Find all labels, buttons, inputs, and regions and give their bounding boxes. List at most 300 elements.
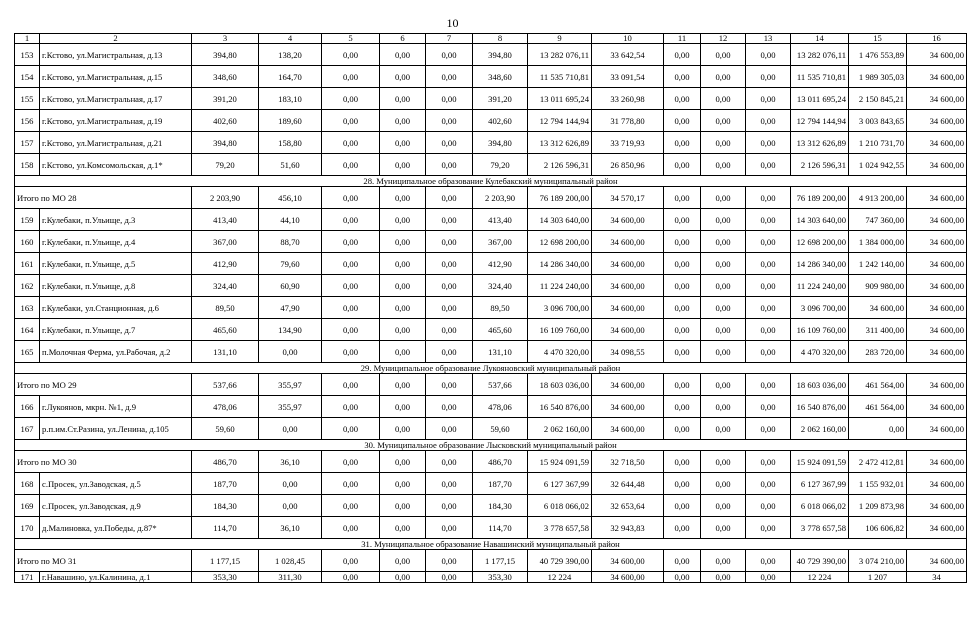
address-cell: г.Кулебаки, п.Ульище, д.5 [40,253,192,275]
table-cell: 34 [907,572,967,583]
table-cell: 4 470 320,00 [528,341,592,363]
table-cell: 13 312 626,89 [791,132,849,154]
table-cell: 0,00 [322,572,380,583]
table-cell: 0,00 [746,451,791,473]
table-cell: 26 850,96 [592,154,664,176]
table-cell: 33 642,54 [592,44,664,66]
table-cell: 16 540 876,00 [528,396,592,418]
row-number-cell: 159 [15,209,40,231]
table-row [15,275,967,297]
address-cell: г.Кстово, ул.Магистральная, д.21 [40,132,192,154]
table-row [15,495,967,517]
table-cell: 34 098,55 [592,341,664,363]
table-cell: 40 729 390,00 [791,550,849,572]
row-number-cell: 160 [15,231,40,253]
address-cell: г.Кстово, ул.Магистральная, д.17 [40,88,192,110]
section-title: 29. Муниципальное образование Лукояновский муниципальный район [15,363,967,374]
row-number-cell: 167 [15,418,40,440]
table-cell: 0,00 [746,473,791,495]
column-number-cell: 11 [664,34,701,44]
table-cell: 0,00 [664,132,701,154]
table-cell: 89,50 [473,297,528,319]
table-cell: 0,00 [701,187,746,209]
column-number-cell: 9 [528,34,592,44]
table-cell: 0,00 [746,374,791,396]
table-cell: 0,00 [380,110,426,132]
table-cell: 1 242 140,00 [849,253,907,275]
table-row [15,319,967,341]
table-cell: 0,00 [322,231,380,253]
table-cell: 0,00 [380,154,426,176]
table-cell: 34 600,00 [907,110,967,132]
table-cell: 0,00 [426,275,473,297]
table-cell: 0,00 [701,110,746,132]
row-number-cell: 157 [15,132,40,154]
table-cell: 36,10 [259,451,322,473]
table-cell: 31 778,80 [592,110,664,132]
table-cell: 3 003 843,65 [849,110,907,132]
table-cell: 0,00 [746,132,791,154]
table-cell: 486,70 [473,451,528,473]
column-number-cell: 14 [791,34,849,44]
table-cell: 189,60 [259,110,322,132]
table-cell: 0,00 [322,341,380,363]
section-header-row [15,176,967,187]
table-cell: 2 062 160,00 [528,418,592,440]
table-cell: 0,00 [664,517,701,539]
table-cell: 2 126 596,31 [528,154,592,176]
table-cell: 47,90 [259,297,322,319]
row-number-cell: 156 [15,110,40,132]
table-cell: 747 360,00 [849,209,907,231]
table-row [15,231,967,253]
table-cell: 391,20 [473,88,528,110]
table-cell: 0,00 [426,396,473,418]
table-cell: 12 794 144,94 [528,110,592,132]
table-cell: 0,00 [380,66,426,88]
table-cell: 1 476 553,89 [849,44,907,66]
table-cell: 0,00 [426,66,473,88]
table-cell: 34 600,00 [907,44,967,66]
table-cell: 11 535 710,81 [528,66,592,88]
table-cell: 0,00 [322,297,380,319]
row-number-cell: 170 [15,517,40,539]
table-cell: 15 924 091,59 [528,451,592,473]
table-cell: 0,00 [380,209,426,231]
table-cell: 3 074 210,00 [849,550,907,572]
table-cell: 0,00 [322,275,380,297]
table-cell: 0,00 [259,495,322,517]
table-cell: 13 312 626,89 [528,132,592,154]
table-cell: 283 720,00 [849,341,907,363]
section-title: 31. Муниципальное образование Навашинский муниципальный район [15,539,967,550]
table-cell: 0,00 [259,341,322,363]
column-number-cell: 4 [259,34,322,44]
table-cell: 15 924 091,59 [791,451,849,473]
table-cell: 13 011 695,24 [528,88,592,110]
column-number-cell: 5 [322,34,380,44]
table-cell: 0,00 [426,341,473,363]
table-cell: 0,00 [701,319,746,341]
table-cell: 14 303 640,00 [791,209,849,231]
table-cell: 0,00 [322,44,380,66]
table-cell: 478,06 [473,396,528,418]
table-row [15,473,967,495]
table-cell: 14 286 340,00 [528,253,592,275]
table-cell: 348,60 [473,66,528,88]
table-cell: 0,00 [426,88,473,110]
table-cell: 33 091,54 [592,66,664,88]
table-cell: 3 778 657,58 [528,517,592,539]
table-cell: 88,70 [259,231,322,253]
column-number-cell: 2 [40,34,192,44]
table-cell: 32 653,64 [592,495,664,517]
table-cell: 2 062 160,00 [791,418,849,440]
table-cell: 0,00 [426,44,473,66]
register-table [14,33,967,583]
total-label: Итого по МО 30 [15,451,192,473]
total-row [15,374,967,396]
table-cell: 402,60 [192,110,259,132]
table-cell: 114,70 [473,517,528,539]
table-cell: 0,00 [664,209,701,231]
address-cell: г.Кулебаки, п.Ульище, д.4 [40,231,192,253]
table-cell: 34 600,00 [592,231,664,253]
column-number-cell: 8 [473,34,528,44]
table-cell: 0,00 [746,88,791,110]
table-cell: 1 384 000,00 [849,231,907,253]
table-cell: 1 209 873,98 [849,495,907,517]
table-cell: 0,00 [322,473,380,495]
table-cell: 0,00 [664,550,701,572]
table-cell: 32 644,48 [592,473,664,495]
total-row [15,451,967,473]
table-row [15,154,967,176]
table-cell: 1 024 942,55 [849,154,907,176]
table-cell: 12 224 [528,572,592,583]
table-cell: 0,00 [664,66,701,88]
row-number-cell: 164 [15,319,40,341]
column-number-cell: 15 [849,34,907,44]
total-label: Итого по МО 29 [15,374,192,396]
table-cell: 158,80 [259,132,322,154]
table-cell: 34 600,00 [592,253,664,275]
table-cell: 0,00 [322,451,380,473]
table-cell: 412,90 [473,253,528,275]
table-cell: 34 600,00 [907,473,967,495]
table-cell: 0,00 [322,66,380,88]
table-cell: 0,00 [701,154,746,176]
table-cell: 1 028,45 [259,550,322,572]
table-cell: 0,00 [259,418,322,440]
table-cell: 106 606,82 [849,517,907,539]
table-cell: 0,00 [701,341,746,363]
table-cell: 34 600,00 [849,297,907,319]
table-cell: 12 224 [791,572,849,583]
table-cell: 59,60 [473,418,528,440]
table-row [15,341,967,363]
table-cell: 0,00 [322,550,380,572]
table-cell: 1 155 932,01 [849,473,907,495]
row-number-cell: 155 [15,88,40,110]
table-cell: 164,70 [259,66,322,88]
table-cell: 465,60 [192,319,259,341]
table-cell: 0,00 [701,418,746,440]
table-cell: 36,10 [259,517,322,539]
table-cell: 34 600,00 [907,396,967,418]
table-cell: 0,00 [322,374,380,396]
row-number-cell: 154 [15,66,40,88]
table-cell: 0,00 [746,341,791,363]
table-cell: 0,00 [664,187,701,209]
table-cell: 2 203,90 [192,187,259,209]
address-cell: г.Лукоянов, мкрн. №1, д.9 [40,396,192,418]
table-cell: 0,00 [322,154,380,176]
table-cell: 34 600,00 [907,451,967,473]
table-cell: 4 913 200,00 [849,187,907,209]
table-cell: 114,70 [192,517,259,539]
table-cell: 0,00 [664,231,701,253]
row-number-cell: 171 [15,572,40,583]
column-number-cell: 7 [426,34,473,44]
table-cell: 44,10 [259,209,322,231]
table-cell: 34 600,00 [592,297,664,319]
table-cell: 138,20 [259,44,322,66]
table-cell: 0,00 [701,132,746,154]
table-cell: 0,00 [746,154,791,176]
table-cell: 14 303 640,00 [528,209,592,231]
table-cell: 0,00 [380,495,426,517]
table-cell: 0,00 [426,297,473,319]
table-cell: 461 564,00 [849,374,907,396]
total-row [15,550,967,572]
total-label: Итого по МО 31 [15,550,192,572]
table-cell: 34 600,00 [907,132,967,154]
section-header-row [15,539,967,550]
table-cell: 0,00 [380,319,426,341]
table-cell: 89,50 [192,297,259,319]
address-cell: г.Кстово, ул.Магистральная, д.15 [40,66,192,88]
table-cell: 0,00 [746,275,791,297]
table-cell: 0,00 [746,231,791,253]
table-cell: 34 600,00 [907,297,967,319]
table-cell: 18 603 036,00 [528,374,592,396]
table-cell: 16 109 760,00 [791,319,849,341]
table-row [15,253,967,275]
section-header-row [15,363,967,374]
table-cell: 3 096 700,00 [528,297,592,319]
row-number-cell: 165 [15,341,40,363]
table-cell: 14 286 340,00 [791,253,849,275]
table-cell: 0,00 [664,110,701,132]
table-cell: 4 470 320,00 [791,341,849,363]
table-cell: 0,00 [701,396,746,418]
table-cell: 0,00 [664,275,701,297]
table-cell: 0,00 [380,341,426,363]
table-cell: 6 018 066,02 [791,495,849,517]
table-cell: 32 718,50 [592,451,664,473]
table-body [15,34,967,583]
table-cell: 909 980,00 [849,275,907,297]
table-cell: 0,00 [426,209,473,231]
table-cell: 0,00 [426,572,473,583]
table-cell: 311,30 [259,572,322,583]
address-cell: п.Молочная Ферма, ул.Рабочая, д.2 [40,341,192,363]
table-cell: 0,00 [746,495,791,517]
table-cell: 367,00 [473,231,528,253]
table-cell: 0,00 [746,44,791,66]
table-cell: 34 600,00 [592,418,664,440]
table-cell: 353,30 [192,572,259,583]
row-number-cell: 168 [15,473,40,495]
table-cell: 34 600,00 [907,66,967,88]
table-cell: 34 600,00 [907,517,967,539]
table-cell: 33 260,98 [592,88,664,110]
table-cell: 0,00 [380,550,426,572]
table-cell: 51,60 [259,154,322,176]
table-cell: 16 540 876,00 [791,396,849,418]
table-cell: 0,00 [322,319,380,341]
table-cell: 0,00 [380,396,426,418]
address-cell: р.п.им.Ст.Разина, ул.Ленина, д.105 [40,418,192,440]
table-row [15,66,967,88]
table-cell: 60,90 [259,275,322,297]
table-cell: 0,00 [380,275,426,297]
table-cell: 324,40 [192,275,259,297]
address-cell: г.Кулебаки, п.Ульище, д.7 [40,319,192,341]
table-cell: 0,00 [664,341,701,363]
table-cell: 59,60 [192,418,259,440]
table-cell: 0,00 [664,88,701,110]
table-cell: 34 600,00 [907,319,967,341]
table-cell: 0,00 [380,88,426,110]
table-cell: 0,00 [322,517,380,539]
table-cell: 13 011 695,24 [791,88,849,110]
table-cell: 76 189 200,00 [528,187,592,209]
address-cell: г.Кулебаки, п.Ульище, д.8 [40,275,192,297]
table-cell: 184,30 [473,495,528,517]
table-cell: 0,00 [701,209,746,231]
address-cell: с.Просек, ул.Заводская, д.9 [40,495,192,517]
table-cell: 413,40 [192,209,259,231]
row-number-cell: 153 [15,44,40,66]
table-cell: 0,00 [701,275,746,297]
table-cell: 0,00 [426,132,473,154]
table-cell: 0,00 [746,253,791,275]
table-cell: 465,60 [473,319,528,341]
table-cell: 1 210 731,70 [849,132,907,154]
table-cell: 0,00 [664,396,701,418]
table-row [15,572,967,583]
table-cell: 18 603 036,00 [791,374,849,396]
table-row [15,418,967,440]
table-cell: 76 189 200,00 [791,187,849,209]
table-cell: 0,00 [322,187,380,209]
table-cell: 0,00 [664,418,701,440]
table-cell: 34 600,00 [592,550,664,572]
table-cell: 183,10 [259,88,322,110]
table-row [15,88,967,110]
table-cell: 0,00 [380,231,426,253]
table-cell: 0,00 [380,517,426,539]
table-cell: 12 794 144,94 [791,110,849,132]
table-cell: 79,20 [192,154,259,176]
table-cell: 1 177,15 [473,550,528,572]
table-cell: 11 224 240,00 [528,275,592,297]
table-cell: 0,00 [664,154,701,176]
table-cell: 131,10 [473,341,528,363]
table-cell: 0,00 [664,44,701,66]
column-number-cell: 16 [907,34,967,44]
table-cell: 12 698 200,00 [528,231,592,253]
table-cell: 0,00 [426,231,473,253]
table-cell: 131,10 [192,341,259,363]
table-cell: 2 126 596,31 [791,154,849,176]
table-cell: 134,90 [259,319,322,341]
table-cell: 355,97 [259,374,322,396]
table-cell: 3 096 700,00 [791,297,849,319]
table-cell: 0,00 [701,66,746,88]
table-cell: 537,66 [192,374,259,396]
table-cell: 16 109 760,00 [528,319,592,341]
table-cell: 0,00 [746,110,791,132]
table-cell: 394,80 [473,132,528,154]
table-cell: 34 600,00 [907,275,967,297]
table-cell: 0,00 [746,187,791,209]
page-number: 10 [446,16,459,30]
table-cell: 0,00 [426,374,473,396]
table-cell: 486,70 [192,451,259,473]
table-cell: 2 150 845,21 [849,88,907,110]
address-cell: г.Кулебаки, п.Ульище, д.3 [40,209,192,231]
table-cell: 0,00 [426,253,473,275]
table-cell: 187,70 [473,473,528,495]
table-cell: 391,20 [192,88,259,110]
table-cell: 0,00 [426,495,473,517]
address-cell: с.Просек, ул.Заводская, д.5 [40,473,192,495]
table-cell: 0,00 [426,187,473,209]
table-cell: 0,00 [701,495,746,517]
table-cell: 3 778 657,58 [791,517,849,539]
table-cell: 34 600,00 [592,275,664,297]
table-cell: 394,80 [473,44,528,66]
table-cell: 0,00 [701,231,746,253]
table-cell: 0,00 [380,44,426,66]
address-cell: д.Малиновка, ул.Победы, д.87* [40,517,192,539]
table-row [15,297,967,319]
table-cell: 6 127 367,99 [528,473,592,495]
table-cell: 353,30 [473,572,528,583]
table-cell: 6 018 066,02 [528,495,592,517]
table-row [15,132,967,154]
row-number-cell: 158 [15,154,40,176]
table-cell: 0,00 [746,297,791,319]
table-cell: 0,00 [664,374,701,396]
table-cell: 0,00 [664,451,701,473]
table-cell: 0,00 [701,550,746,572]
row-number-cell: 162 [15,275,40,297]
table-cell: 1 177,15 [192,550,259,572]
table-cell: 0,00 [746,209,791,231]
table-cell: 0,00 [664,495,701,517]
table-cell: 0,00 [426,517,473,539]
column-number-row [15,34,967,44]
table-cell: 34 600,00 [907,374,967,396]
table-cell: 34 600,00 [907,341,967,363]
table-cell: 2 203,90 [473,187,528,209]
table-cell: 33 719,93 [592,132,664,154]
table-cell: 0,00 [701,44,746,66]
